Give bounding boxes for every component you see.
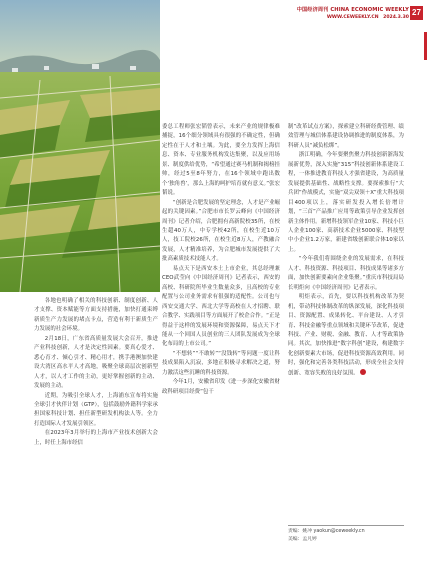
page-number: 27 [410,6,423,20]
paragraph: 委总工程师张宏韬曾表示，未来产业的规律极难捕捉，16个细分领域具有很强的不确定性，但确定性在于人才和土壤。为此，要全力发挥上海信息、资本、专业服务机构发达集聚，以及应用场景、制度供给优势，“希望通过赛马机制和揭榜挂帅，经过5至8年努力，在16个领域中跑出数个‘独角兽’，那么上海的呵护培育就有意义。”张宏韬说。 [162,124,280,197]
article-column-1 [34,297,158,448]
paragraph: 今年1月，安徽省印发《进一步深化安徽省财政科研项目经费“包干 [162,379,280,395]
paragraph: 在2023年3月举行的上海市产业技术创新大会上，时任上海市经信 [34,430,158,446]
designer-credit: 美编：孟凡婷 [288,537,317,542]
article-column-2 [162,123,280,397]
paragraph: “创新是合肥发展的坚定理念，人才是产业崛起的关键因素。”合肥市市长罗云峰向《中国经济周刊》记者介绍，合肥拥有高新院校35所，在校生超40万人，中专学校42所，在校生近10万人，技工院校26所，在校生近8万人，产教融合发展，人才精准培养，为合肥城市发展提供了大批高素质技术技能人才。 [162,199,280,263]
paragraph: 浙江明确，今年要聚焦聚力科技创新浙海发展新优势，深入实施“315”科技创新体系建设工程，一体推进教育科技人才强省建设，为高质量发展提供基础性、战略性支撑。要探索推行“大兵团”作战模式，实施“双尖双领＋X”重大科技项目400项以上，落实研发投入增长倍增计划，“三首”产品推广应用等政策引导企业发挥创新主体作用。新增科技领军企业10家、科技小巨人企业100家、高新技术企业5000家、科技型中小企业1.2万家，新建省级创新联合体10家以上。 [288,152,404,253]
masthead-title: 中国经济周刊 CHINA ECONOMIC WEEKLY [296,7,409,13]
masthead-url-date: WWW.CEWEEKLY.CN 2024.3.30 [326,15,409,20]
paragraph: 易点天下是西安本土上市企业，其总经理兼CEO武莹向《中国经济周刊》记者表示，西安的高校、科研院所毕业生数量众多，且高校的专业配置与公司业务需求有很强的适配性。公司也与西安交通大学、西北大学等高校在人才招聘、联合教学、实践项目等方面展开了校企合作。“正是得益于这样的发展环境和资源保障，易点天下才能从一个回国人员创业的三人团队发展成为全球化布局的上市公司。” [162,265,280,348]
editor-credit: 责编：姚冲 yaokun@ceweekly.cn [288,529,365,534]
paragraph: “今年我们将围绕企业的发展需求，在科技人才、科技资源、科技项目、科技成果等诸多方面，加快创新要素向企业集聚。”重庆市科技局局长明炬向《中国经济周刊》记者表示。 [288,256,404,291]
paragraph: “不想转”“不敢转”“没钱转”等问题一度让科技成果陷入沉寂，多地正积极寻求解决之道，努力激活这些沉睡的科技资源。 [162,350,280,376]
article-end-mark-icon [360,369,366,375]
paragraph: 各地也明确了相关的科技创新、制度创新、人才支撑、资本赋能等方面支持措施，加快打通束缚新质生产力发展的堵点卡点，营造有利于新质生产力发展的社会环境。 [34,298,158,333]
article-column-3 [288,123,404,379]
paragraph: 2月18日，广东省高质量发展大会召开，推进产业科技创新，人才是决定性因素。要真心爱才、悉心育才、倾心引才、精心用才，携手港澳加快建设大湾区高水平人才高地，吸聚全球高层次创新型人才，以人才工作的主动，更好掌握创新的主动、发展的主动。 [34,335,158,390]
paragraph: 近期，为吸引全球人才，上海浦东宣布将实施全球引才伙伴计划（GTP），包括鼓励外籍科学家承担国家科技计划、担任新型研发机构法人等。全力打造国际人才发展引领区。 [34,392,158,427]
signoff-divider [288,525,404,526]
paragraph-final [288,293,404,379]
credits [288,528,408,544]
paragraph-final-text: 明炬表示，首先，要以科技机构改革为契机，带动科技体制改革的纵深发展，深化科技项目、资源配置、成果转化、平台建设、人才引育、科技金融等重点领域和关键环节改革，促进科技、产业、财税、金融、教育、人才等政策协同。其次，加快推进“数字科创”建设，构建数字化创新要素大市场，促进科技资源高效利用。同时，强化和完善各类科技活动，形成全社会支持创新、宽容失败的良好氛围。 [288,294,404,377]
farmland-aerial-photo [0,0,160,292]
paragraph: 制”改革试点方案》，探索建立科研经费管理、绩效管理与城信体系建设协调推进的制度体系，为科研人员“减负松绑”。 [288,124,404,149]
